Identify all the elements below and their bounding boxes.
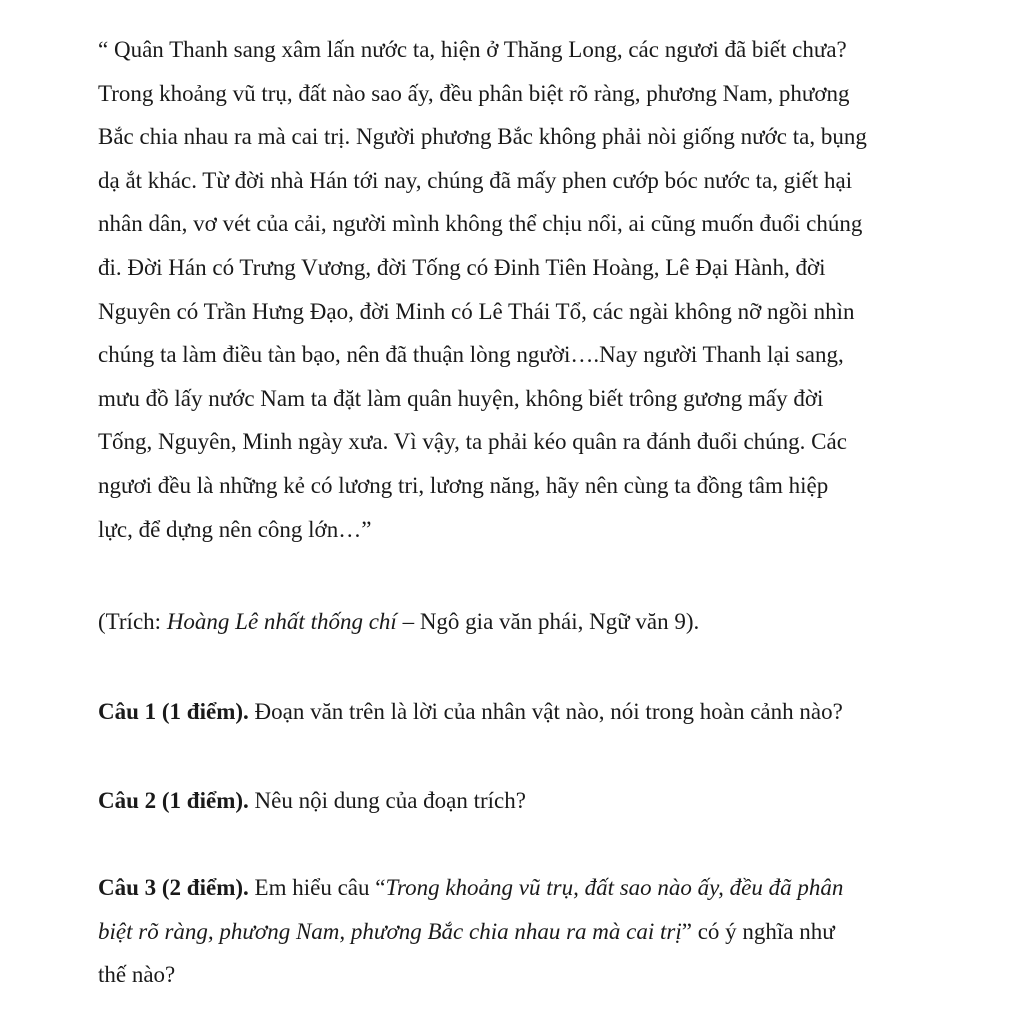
question-label: Câu 2 (1 điểm). [98, 788, 249, 813]
question-1 [98, 690, 843, 734]
source-suffix: – Ngô gia văn phái, Ngữ văn 9). [396, 609, 700, 634]
source-title: Hoàng Lê nhất thống chí [166, 609, 397, 634]
document-page [98, 28, 968, 988]
excerpt-line: lực, để dựng nên công lớn…” [98, 516, 372, 542]
excerpt-paragraph [98, 28, 968, 551]
excerpt-line: Nguyên có Trần Hưng Đạo, đời Minh có Lê Thái Tổ, các ngài không nỡ ngồi nhìn [98, 298, 855, 324]
source-citation [98, 600, 699, 643]
question-text: Em hiểu câu “ [248, 875, 386, 900]
excerpt-line: “ Quân Thanh sang xâm lấn nước ta, hiện ở Thăng Long, các ngươi đã biết chưa? [98, 37, 847, 62]
excerpt-line: đi. Đời Hán có Trưng Vương, đời Tống có Đinh Tiên Hoàng, Lê Đại Hành, đời [98, 254, 826, 280]
question-text: Đoạn văn trên là lời của nhân vật nào, nói trong hoàn cảnh nào? [248, 699, 843, 724]
question-text: ” có ý nghĩa như [681, 918, 835, 944]
question-quote: biệt rõ ràng, phương Nam, phương Bắc chia nhau ra mà cai trị [98, 918, 682, 944]
excerpt-line: ngươi đều là những kẻ có lương tri, lương năng, hãy nên cùng ta đồng tâm hiệp [98, 472, 829, 498]
excerpt-line: mưu đồ lấy nước Nam ta đặt làm quân huyện, không biết trông gương mấy đời [98, 385, 824, 411]
excerpt-line: nhân dân, vơ vét của cải, người mình không thể chịu nổi, ai cũng muốn đuổi chúng [98, 211, 863, 237]
question-quote: Trong khoảng vũ trụ, đất sao nào ấy, đều đã phân [385, 875, 844, 900]
excerpt-line: dạ ắt khác. Từ đời nhà Hán tới nay, chúng đã mấy phen cướp bóc nước ta, giết hại [98, 167, 853, 193]
excerpt-line: Bắc chia nhau ra mà cai trị. Người phương Bắc không phải nòi giống nước ta, bụng [98, 124, 867, 150]
excerpt-line: chúng ta làm điều tàn bạo, nên đã thuận lòng người….Nay người Thanh lại sang, [98, 342, 844, 368]
question-3 [98, 866, 843, 997]
excerpt-line: Tống, Nguyên, Minh ngày xưa. Vì vậy, ta phải kéo quân ra đánh đuổi chúng. Các [98, 429, 847, 455]
question-text: Nêu nội dung của đoạn trích? [248, 788, 526, 813]
question-2 [98, 779, 526, 823]
question-label: Câu 1 (1 điểm). [98, 699, 249, 724]
question-text: thế nào? [98, 962, 176, 988]
question-label: Câu 3 (2 điểm). [98, 875, 249, 900]
excerpt-line: Trong khoảng vũ trụ, đất nào sao ấy, đều phân biệt rõ ràng, phương Nam, phương [98, 80, 850, 106]
source-prefix: (Trích: [98, 609, 167, 634]
